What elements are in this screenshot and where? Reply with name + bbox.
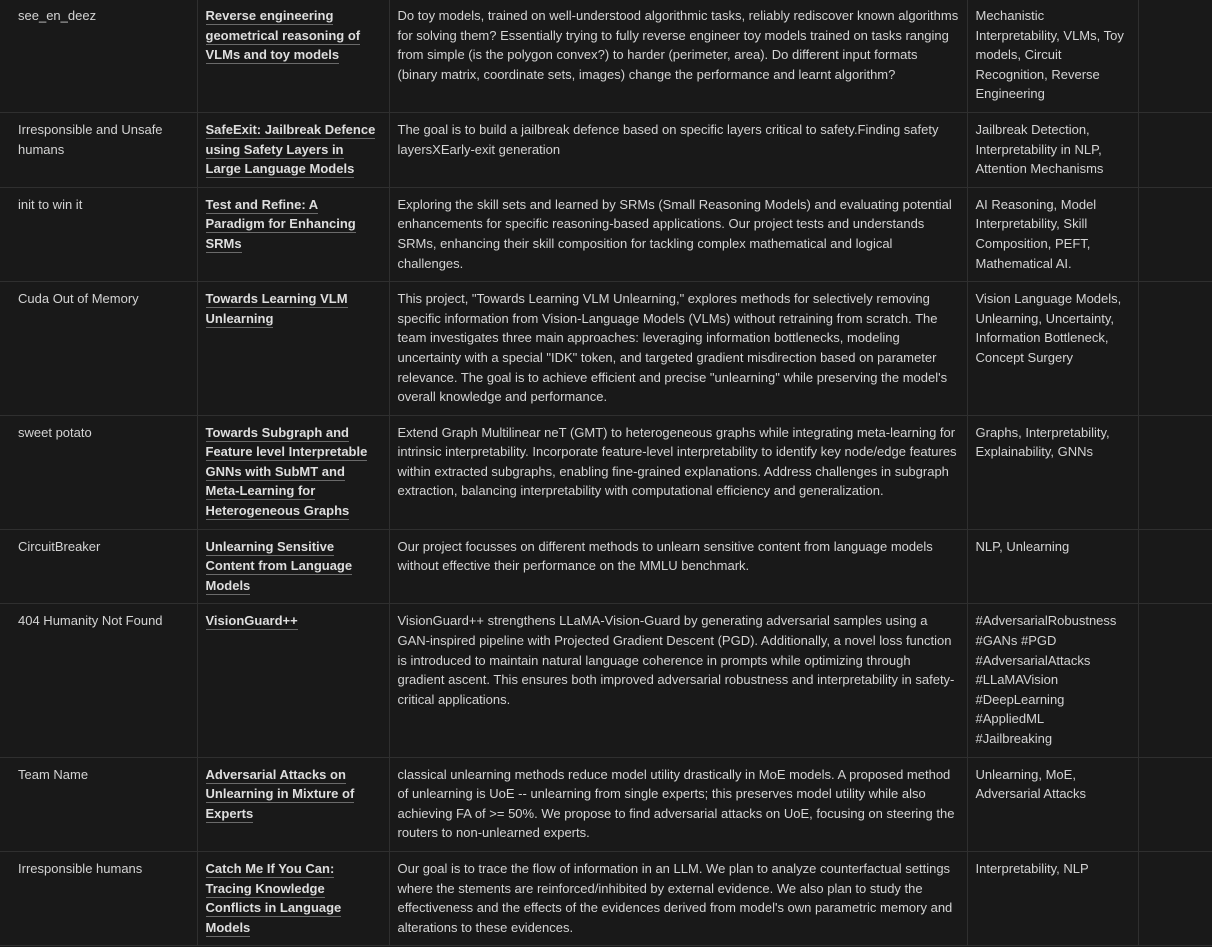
project-description: Exploring the skill sets and learned by SRMs (Small Reasoning Models) and evaluating potential enhancements for specific reasoning-based applications. Our project tests and understands SRMs, enhancing their skill composition for tackling complex mathematical and logical challenges. — [397, 196, 952, 271]
team-name-cell[interactable] — [0, 851, 197, 945]
project-tags: Jailbreak Detection, Interpretability in NLP, Attention Mechanisms — [975, 121, 1104, 177]
tags-cell[interactable] — [967, 851, 1138, 945]
tags-cell[interactable] — [967, 187, 1138, 281]
description-cell[interactable] — [389, 415, 967, 529]
project-title-cell[interactable] — [197, 757, 389, 851]
team-name: see_en_deez — [18, 8, 97, 23]
project-description: This project, "Towards Learning VLM Unlearning," explores methods for selectively removing specific information from Vision-Language Models (VLMs) without retraining from scratch. The team investigates three main approaches: leveraging information bottlenecks, modeling uncertainty with a special "IDK" token, and targeted gradient misdirection based on parameter relevance. The goal is to achieve efficient and precise "unlearning" while preserving the model's overall knowledge and performance. — [397, 291, 948, 405]
team-name-cell[interactable] — [0, 0, 197, 112]
project-title-cell[interactable] — [197, 0, 389, 112]
table-row — [0, 112, 1212, 187]
empty-cell[interactable] — [1138, 187, 1212, 281]
project-title-link[interactable]: Towards Learning VLM Unlearning — [205, 291, 348, 326]
project-description: classical unlearning methods reduce model utility drastically in MoE models. A proposed method of unlearning is UoE -- unlearning from single experts; this preserves model utility while also achieving FA of >= 50%. We propose to find adversarial attacks on UoE, focusing on steering the routers to non-unlearned experts. — [397, 766, 955, 841]
empty-cell[interactable] — [1138, 757, 1212, 851]
tags-cell[interactable] — [967, 604, 1138, 757]
team-name: Irresponsible and Unsafe humans — [18, 121, 163, 157]
project-description: The goal is to build a jailbreak defence based on specific layers critical to safety.Finding safety layersXEarly-exit generation — [397, 121, 939, 157]
project-tags: Interpretability, NLP — [975, 860, 1089, 876]
project-title-cell[interactable] — [197, 415, 389, 529]
description-cell[interactable] — [389, 187, 967, 281]
table-row — [0, 187, 1212, 281]
project-tags: Graphs, Interpretability, Explainability, GNNs — [975, 424, 1110, 460]
empty-cell[interactable] — [1138, 112, 1212, 187]
team-name-cell[interactable] — [0, 757, 197, 851]
project-title-link[interactable]: VisionGuard++ — [205, 613, 298, 629]
team-name: CircuitBreaker — [18, 538, 101, 554]
project-tags: #AdversarialRobustness #GANs #PGD #AdversarialAttacks #LLaMAVision #DeepLearning #AppliedML #Jailbreaking — [975, 613, 1117, 746]
project-description: Our project focusses on different methods to unlearn sensitive content from language models without effective their performance on the MMLU benchmark. — [397, 538, 933, 574]
description-cell[interactable] — [389, 529, 967, 604]
table-row — [0, 415, 1212, 529]
project-title-link[interactable]: Catch Me If You Can: Tracing Knowledge Conflicts in Language Models — [205, 860, 342, 935]
team-name: init to win it — [18, 196, 83, 212]
description-cell[interactable] — [389, 757, 967, 851]
project-tags: AI Reasoning, Model Interpretability, Skill Composition, PEFT, Mathematical AI. — [975, 196, 1097, 271]
team-name-cell[interactable] — [0, 282, 197, 416]
team-name-cell[interactable] — [0, 604, 197, 757]
project-title-cell[interactable] — [197, 851, 389, 945]
team-name-cell[interactable] — [0, 415, 197, 529]
project-description: Our goal is to trace the flow of information in an LLM. We plan to analyze counterfactual settings where the stements are reinforced/inhibited by external evidence. We also plan to study the effectiveness and the effects of the evidences derived from model's own parametric memory and alterations to these evidences. — [397, 860, 953, 935]
project-tags: Unlearning, MoE, Adversarial Attacks — [975, 766, 1087, 802]
project-title-link[interactable]: Unlearning Sensitive Content from Language Models — [205, 538, 353, 593]
description-cell[interactable] — [389, 112, 967, 187]
tags-cell[interactable] — [967, 757, 1138, 851]
table-row — [0, 757, 1212, 851]
project-title-link[interactable]: Towards Subgraph and Feature level Interpretable GNNs with SubMT and Meta-Learning for Heterogeneous Graphs — [205, 424, 368, 519]
project-title-cell[interactable] — [197, 112, 389, 187]
table-row — [0, 529, 1212, 604]
tags-cell[interactable] — [967, 529, 1138, 604]
team-name-cell[interactable] — [0, 187, 197, 281]
project-title-cell[interactable] — [197, 529, 389, 604]
team-name-cell[interactable] — [0, 112, 197, 187]
project-description: VisionGuard++ strengthens LLaMA-Vision-Guard by generating adversarial samples using a GAN-inspired pipeline with Projected Gradient Descent (PGD). Additionally, a novel loss function is introduced to maintain natural language coherence in prompts while optimizing through gradient ascent. This ensures both improved adversarial robustness and interpretability in safety-critical applications. — [397, 613, 955, 707]
project-tags: Mechanistic Interpretability, VLMs, Toy models, Circuit Recognition, Reverse Engineering — [975, 8, 1124, 102]
project-description: Do toy models, trained on well-understood algorithmic tasks, reliably rediscover known algorithms for solving them? Essentially trying to fully reverse engineer toy models trained on tasks ranging from simple (is the polygon convex?) to harder (perimeter, area). Do different input formats (binary matrix, coordinate sets, images) change the performance and learnt algorithm? — [397, 8, 959, 82]
empty-cell[interactable] — [1138, 415, 1212, 529]
project-tags: NLP, Unlearning — [975, 538, 1070, 554]
empty-cell[interactable] — [1138, 0, 1212, 112]
description-cell[interactable] — [389, 851, 967, 945]
tags-cell[interactable] — [967, 0, 1138, 112]
project-title-cell[interactable] — [197, 604, 389, 757]
description-cell[interactable] — [389, 282, 967, 416]
empty-cell[interactable] — [1138, 282, 1212, 416]
team-name: Irresponsible humans — [18, 860, 143, 876]
tags-cell[interactable] — [967, 415, 1138, 529]
empty-cell[interactable] — [1138, 851, 1212, 945]
team-name-cell[interactable] — [0, 529, 197, 604]
tags-cell[interactable] — [967, 282, 1138, 416]
description-cell[interactable] — [389, 604, 967, 757]
table-row — [0, 604, 1212, 757]
table-row — [0, 851, 1212, 945]
project-tags: Vision Language Models, Unlearning, Uncertainty, Information Bottleneck, Concept Surgery — [975, 291, 1122, 365]
team-name: 404 Humanity Not Found — [18, 613, 163, 629]
description-cell[interactable] — [389, 0, 967, 112]
empty-cell[interactable] — [1138, 604, 1212, 757]
team-name: Team Name — [18, 766, 89, 782]
team-name: Cuda Out of Memory — [18, 291, 139, 307]
project-title-link[interactable]: Reverse engineering geometrical reasoning of VLMs and toy models — [205, 8, 361, 63]
project-description: Extend Graph Multilinear neT (GMT) to heterogeneous graphs while integrating meta-learning for intrinsic interpretability. Incorporate feature-level interpretability to identify key node/edge features within extracted subgraphs, enabling fine-grained explanations. Address challenges in subgraph extraction, balancing interpretability with computational efficiency and generalization. — [397, 424, 957, 499]
team-name: sweet potato — [18, 424, 92, 440]
project-title-link[interactable]: SafeExit: Jailbreak Defence using Safety Layers in Large Language Models — [205, 121, 376, 177]
project-title-link[interactable]: Test and Refine: A Paradigm for Enhancing SRMs — [205, 196, 356, 251]
table-row — [0, 0, 1212, 112]
project-title-cell[interactable] — [197, 187, 389, 281]
project-title-link[interactable]: Adversarial Attacks on Unlearning in Mixture of Experts — [205, 766, 355, 821]
table-row — [0, 282, 1212, 416]
project-title-cell[interactable] — [197, 282, 389, 416]
tags-cell[interactable] — [967, 112, 1138, 187]
empty-cell[interactable] — [1138, 529, 1212, 604]
